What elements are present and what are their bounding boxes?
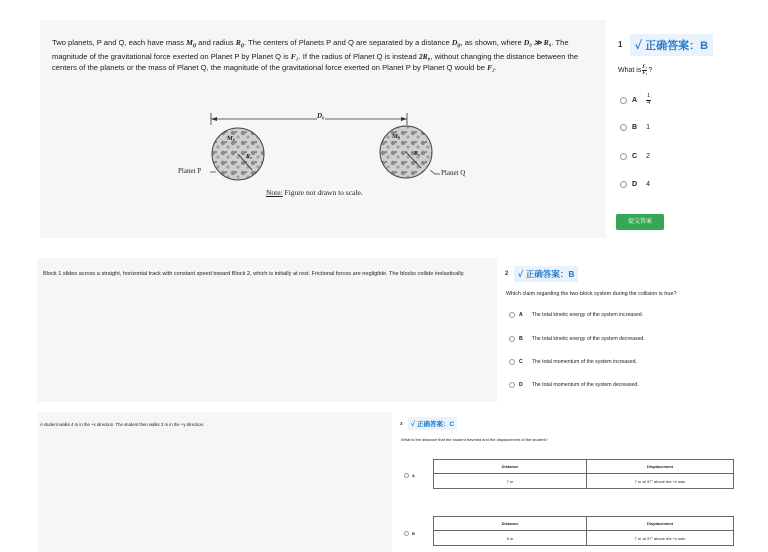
question-2-correct-answer: ✓ 正确答案：B <box>514 266 578 282</box>
distance-column-header: Distance <box>434 460 587 474</box>
planet-p-label: Planet P <box>178 167 202 175</box>
planet-p-radius-label: R₀ <box>246 154 253 160</box>
question-1-option-c[interactable]: C 2 <box>620 153 650 160</box>
planet-q-label: Planet Q <box>441 169 466 177</box>
question-1-stem: Two planets, P and Q, each have mass $M_0$ and radius $R_0$. The centers of Planets P and Q are separated by a distance $D_0$, as shown, where D₀ ≫ R₀. The magnitude of the gravitational force exerted on Planet P by Planet Q is F₁. If the radius of Planet Q is instead 2R₀, without changing the distance between the centers of the planets or the mass of Planet Q, the magnitude of the gravitational force exerted on Planet P by Planet Q would be F₂. <box>52 38 579 72</box>
question-1-option-a[interactable]: A 1 4 <box>620 94 651 106</box>
planet-q-mass-label: M₀ <box>392 133 401 140</box>
planets-figure <box>40 20 606 238</box>
radio-icon[interactable] <box>509 382 515 388</box>
question-1-prompt: What is F₂ F₁ ? <box>618 65 653 76</box>
question-2-option-b[interactable]: B The total kinetic energy of the system decreased. <box>509 336 645 342</box>
question-1-option-b[interactable]: B 1 <box>620 124 650 131</box>
displacement-column-header: Displacement <box>587 517 734 531</box>
question-2-number: 2 <box>505 271 509 277</box>
question-3-option-a[interactable]: A <box>404 473 415 478</box>
distance-label: D₀ <box>317 112 325 120</box>
radio-icon[interactable] <box>509 359 515 365</box>
radio-icon[interactable] <box>620 181 627 188</box>
question-2-option-d[interactable]: D The total momentum of the system decreased. <box>509 382 639 388</box>
question-3-correct-answer: ✓ 正确答案：C <box>408 417 457 430</box>
fraction: F₂ F₁ <box>642 65 648 76</box>
question-2-answer-panel <box>497 258 768 402</box>
question-1-answer-panel <box>606 20 768 238</box>
question-2-stem: Block 1 slides across a straight, horizontal track with constant speed toward Block 2, which is initially at rest. Frictional forces are negligible. The blocks collide inelastically. <box>43 271 465 277</box>
table-header-row <box>434 460 734 474</box>
question-2-stimulus-panel <box>37 258 497 402</box>
radio-icon[interactable] <box>509 312 515 318</box>
radio-icon[interactable] <box>404 531 409 536</box>
question-1-stimulus-panel <box>40 20 606 238</box>
question-2-prompt: Which claim regarding the two-block system during the collision is true? <box>506 291 677 297</box>
submit-answer-button[interactable]: 提交答案 <box>616 214 664 230</box>
question-3-number: 3 <box>400 421 403 426</box>
question-3-answer-panel <box>392 412 768 552</box>
radio-icon[interactable] <box>404 473 409 478</box>
radio-icon[interactable] <box>620 153 627 160</box>
radio-icon[interactable] <box>620 97 627 104</box>
question-3-prompt: What is the distance that the student traveled and the displacement of the student? <box>401 437 548 442</box>
question-2-option-a[interactable]: A The total kinetic energy of the system increased. <box>509 312 643 318</box>
question-1-number: 1 <box>618 40 623 49</box>
question-3-stem: A student walks 4 m in the +x direction. The student then walks 3 m in the +y direction. <box>40 422 205 427</box>
distance-column-header: Distance <box>434 517 587 531</box>
displacement-column-header: Displacement <box>587 460 734 474</box>
question-3-option-b[interactable]: B <box>404 531 415 536</box>
question-2-option-c[interactable]: C The total momentum of the system increased. <box>509 359 637 365</box>
planet-p-mass-label: M₀ <box>227 135 236 142</box>
question-1-correct-answer: ✓ 正确答案：B <box>630 34 713 56</box>
question-3-option-a-table <box>433 459 734 489</box>
table-row: 7 m 7 m at 37° above the +x axis <box>434 474 734 489</box>
question-3-option-b-table <box>433 516 734 546</box>
planet-q-radius-label: R₀ <box>414 151 421 157</box>
radio-icon[interactable] <box>509 336 515 342</box>
question-1-option-d[interactable]: D 4 <box>620 181 650 188</box>
table-row: 5 m 7 m at 37° above the +x axis <box>434 531 734 546</box>
table-header-row <box>434 517 734 531</box>
question-3-stimulus-panel <box>38 412 392 552</box>
figure-note: Note: Figure not drawn to scale. <box>266 188 363 197</box>
radio-icon[interactable] <box>620 124 627 131</box>
